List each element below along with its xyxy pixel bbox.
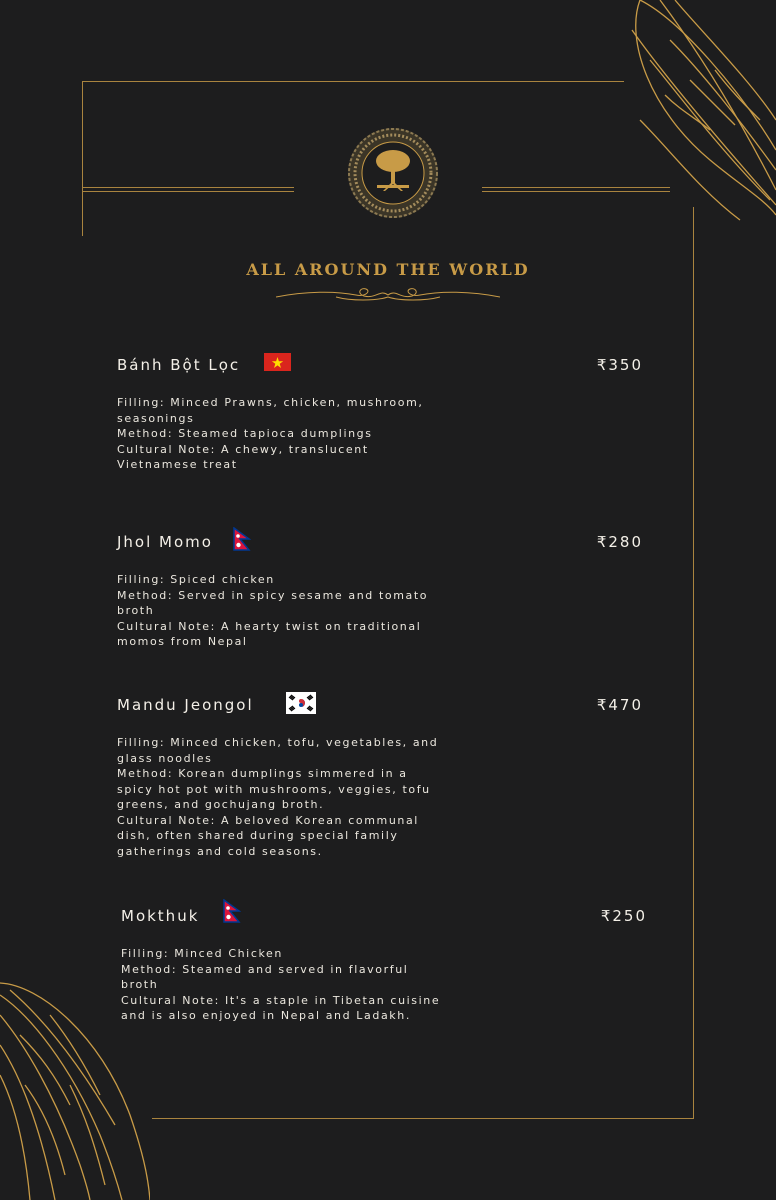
menu-item [117, 533, 643, 653]
description-line: Method: Korean dumplings simmered in a [117, 767, 408, 780]
description-line: Cultural Note: A hearty twist on traditional [117, 619, 422, 633]
item-price: ₹250 [600, 907, 647, 925]
description-line: Cultural Note: A chewy, translucent [117, 442, 369, 456]
frame-right-double-line-bottom [482, 191, 670, 192]
menu-item [117, 696, 643, 866]
frame-top-line [82, 81, 624, 82]
flourish-divider-icon [276, 287, 500, 303]
frame-bottom-line [152, 1118, 694, 1119]
menu-title: ALL AROUND THE WORLD [246, 260, 530, 279]
vietnam-flag-icon [264, 353, 291, 371]
description-line: greens, and gochujang broth. [117, 798, 325, 811]
description-line: dish, often shared during special family [117, 829, 399, 842]
item-name: Mandu Jeongol [117, 696, 254, 714]
frame-left-double-line-bottom [82, 191, 294, 192]
description-line: seasonings [117, 411, 195, 425]
frame-right-double-line-top [482, 187, 670, 188]
description-line: broth [117, 604, 155, 617]
description-line: Method: Steamed tapioca dumplings [117, 427, 373, 440]
description-line: Cultural Note: A beloved Korean communal [117, 813, 419, 827]
item-price: ₹280 [596, 533, 643, 551]
description-line: spicy hot pot with mushrooms, veggies, tofu [117, 782, 431, 796]
frame-left-line [82, 81, 83, 236]
description-line: Filling: Spiced chicken [117, 573, 275, 586]
item-description [117, 572, 467, 650]
description-line: Filling: Minced chicken, tofu, vegetables, and [117, 736, 439, 749]
description-line: glass noodles [117, 751, 213, 765]
item-description [117, 735, 467, 859]
description-line: momos from Nepal [117, 635, 248, 648]
item-price: ₹350 [596, 356, 643, 374]
description-line: broth [121, 978, 159, 991]
description-line: gatherings and cold seasons. [117, 844, 323, 858]
description-line: Filling: Minced Prawns, chicken, mushroom, [117, 396, 424, 409]
menu-item [117, 356, 643, 476]
item-description [121, 946, 471, 1024]
item-price: ₹470 [596, 696, 643, 714]
item-name: Bánh Bột Lọc [117, 356, 241, 374]
description-line: and is also enjoyed in Nepal and Ladakh. [121, 1009, 411, 1022]
description-line: Method: Served in spicy sesame and tomato [117, 588, 429, 602]
menu-item [121, 907, 647, 1027]
south-korea-flag-icon [286, 692, 316, 714]
leaf-top-right-icon [620, 0, 776, 230]
item-name: Mokthuk [121, 907, 200, 925]
description-line: Method: Steamed and served in flavorful [121, 962, 409, 976]
description-line: Cultural Note: It's a staple in Tibetan cuisine [121, 993, 441, 1007]
tree-emblem-icon [347, 127, 439, 219]
nepal-flag-icon [233, 527, 251, 551]
description-line: Filling: Minced Chicken [121, 947, 283, 960]
frame-right-line [693, 207, 694, 1119]
item-description [117, 395, 467, 473]
nepal-flag-icon [223, 899, 241, 923]
item-name: Jhol Momo [117, 533, 213, 551]
description-line: Vietnamese treat [117, 458, 238, 471]
frame-left-double-line-top [82, 187, 294, 188]
